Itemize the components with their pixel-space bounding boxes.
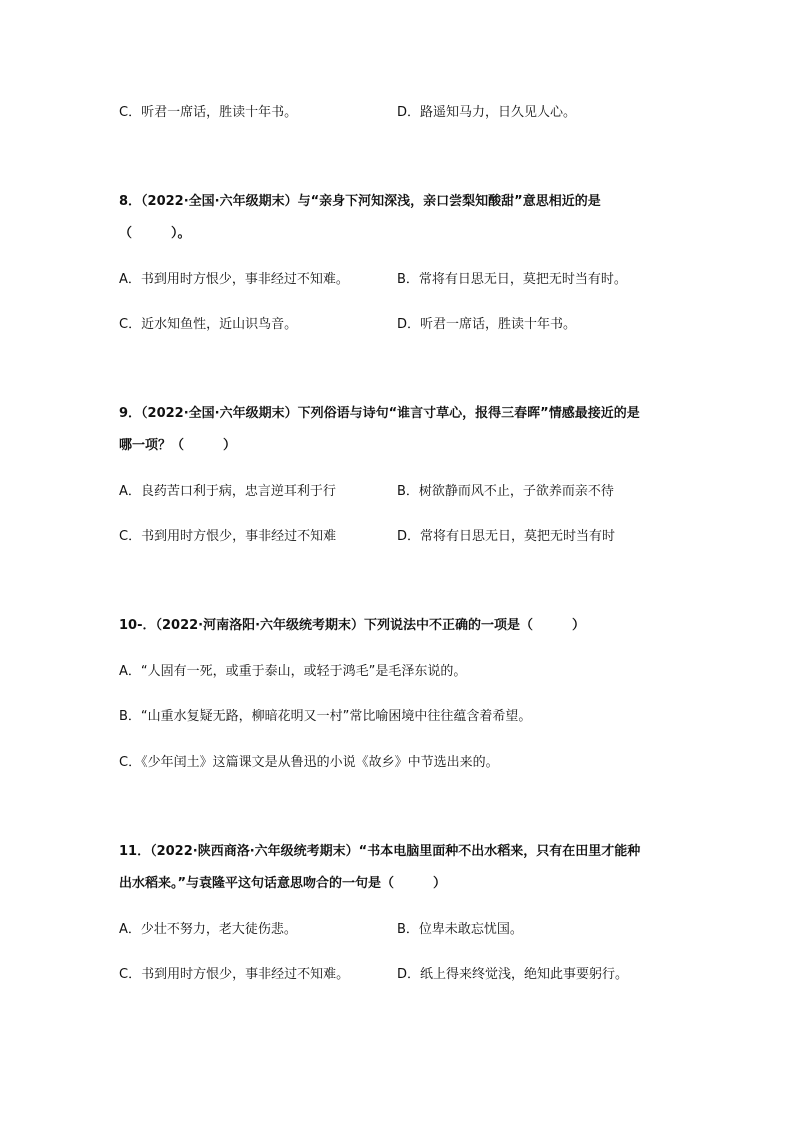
q9-option-b: B．树欲静而风不止，子欲养而亲不待 [397,484,614,499]
q8-option-b: B．常将有日思无日，莫把无时当有时。 [397,272,627,287]
q10-stem-line1: 10-．（2022·河南洛阳·六年级统考期末）下列说法中不正确的一项是（ ） [119,618,586,633]
q10-option-b: B．“山重水复疑无路，柳暗花明又一村”常比喻困境中往往蕴含着希望。 [119,709,532,724]
q7-option-d: D．路遥知马力，日久见人心。 [397,105,577,120]
q11-option-c: C．书到用时方恨少，事非经过不知难。 [119,967,350,982]
q8-option-d: D．听君一席话，胜读十年书。 [397,317,577,332]
q7-option-c: C．听君一席话，胜读十年书。 [119,105,298,120]
q11-stem-line2: 出水稻来。”与袁隆平这句话意思吻合的一句是（ ） [119,876,447,891]
q8-option-a: A．书到用时方恨少，事非经过不知难。 [119,272,349,287]
q11-option-d: D．纸上得来终觉浅，绝知此事要躬行。 [397,967,629,982]
q8-option-c: C．近水知鱼性，近山识鸟音。 [119,317,298,332]
q11-option-a: A．少壮不努力，老大徒伤悲。 [119,922,297,937]
q11-stem-line1: 11．（2022·陕西商洛·六年级统考期末）“书本电脑里面种不出水稻来，只有在田里才能种 [119,844,641,859]
q10-option-c: C．《少年闰土》这篇课文是从鲁迅的小说《故乡》中节选出来的。 [119,755,499,770]
q10-option-a: A．“人固有一死，或重于泰山，或轻于鸿毛”是毛泽东说的。 [119,664,467,679]
q9-option-c: C．书到用时方恨少，事非经过不知难 [119,529,337,544]
q9-stem-line1: 9．（2022·全国·六年级期末）下列俗语与诗句“谁言寸草心，报得三春晖”情感最接近的是 [119,406,640,421]
q9-option-a: A．良药苦口利于病，忠言逆耳利于行 [119,484,336,499]
q9-option-d: D．常将有日思无日，莫把无时当有时 [397,529,616,544]
q8-stem-line1: 8．（2022·全国·六年级期末）与“亲身下河知深浅，亲口尝梨知酸甜”意思相近的是 [119,194,601,209]
q8-stem-line2: （ ）。 [119,226,191,241]
q11-option-b: B．位卑未敢忘忧国。 [397,922,523,937]
q9-stem-line2: 哪一项？（ ） [119,438,237,453]
